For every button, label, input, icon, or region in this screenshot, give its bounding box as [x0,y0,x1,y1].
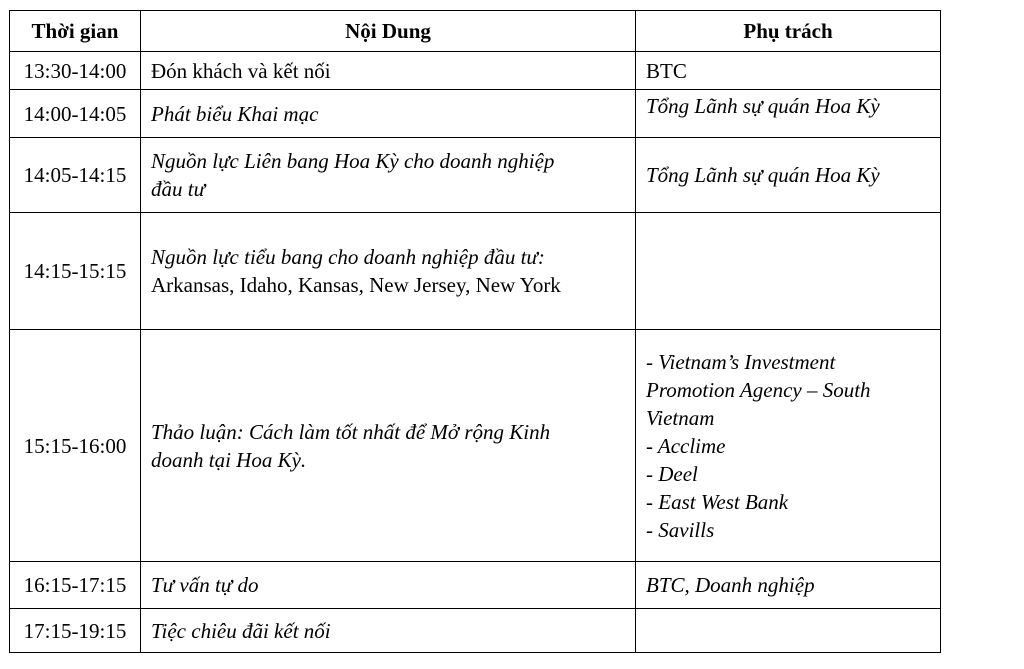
agenda-table [9,10,941,653]
agenda-document [9,10,941,653]
owner-cell: Tổng Lãnh sự quán Hoa Kỳ [636,138,941,213]
time-cell: 14:05-14:15 [10,138,141,213]
table-row [10,562,941,609]
time-cell: 13:30-14:00 [10,52,141,90]
content-cell: Phát biểu Khai mạc [141,90,636,138]
time-cell: 15:15-16:00 [10,330,141,562]
content-cell: Tiệc chiêu đãi kết nối [141,609,636,653]
table-row [10,52,941,90]
table-row [10,609,941,653]
content-line: Thảo luận: Cách làm tốt nhất để Mở rộng Kinh [151,419,551,444]
header-content: Nội Dung [141,11,636,52]
content-line: doanh tại Hoa Kỳ. [151,447,307,472]
table-row [10,90,941,138]
owner-cell: BTC, Doanh nghiệp [636,562,941,609]
owner-line: - Acclime [646,433,726,458]
table-row [10,213,941,330]
table-row [10,330,941,562]
time-cell: 14:00-14:05 [10,90,141,138]
owner-line: - Savills [646,517,715,542]
content-cell [141,213,636,330]
content-line: Nguồn lực Liên bang Hoa Kỳ cho doanh nghiệp [151,149,555,173]
time-cell: 14:15-15:15 [10,213,141,330]
content-line: đầu tư [151,177,206,201]
owner-cell: BTC [636,52,941,90]
content-cell: Tư vấn tự do [141,562,636,609]
content-cell: Đón khách và kết nối [141,52,636,90]
owner-line: Promotion Agency – South [646,377,871,402]
owner-line: - East West Bank [646,489,789,514]
owner-cell [636,330,941,562]
owner-cell: Tổng Lãnh sự quán Hoa Kỳ [636,90,941,138]
table-header-row [10,11,941,52]
header-time: Thời gian [10,11,141,52]
time-cell: 17:15-19:15 [10,609,141,653]
time-cell: 16:15-17:15 [10,562,141,609]
content-cell [141,330,636,562]
owner-line: - Vietnam’s Investment [646,349,836,374]
owner-cell [636,609,941,653]
content-cell [141,138,636,213]
header-owner: Phụ trách [636,11,941,52]
owner-line: - Deel [646,461,698,486]
owner-cell [636,213,941,330]
table-row [10,138,941,213]
owner-line: Vietnam [646,405,715,430]
content-line: Nguồn lực tiểu bang cho doanh nghiệp đầu tư: [151,245,545,269]
content-line: Arkansas, Idaho, Kansas, New Jersey, New York [151,273,561,297]
